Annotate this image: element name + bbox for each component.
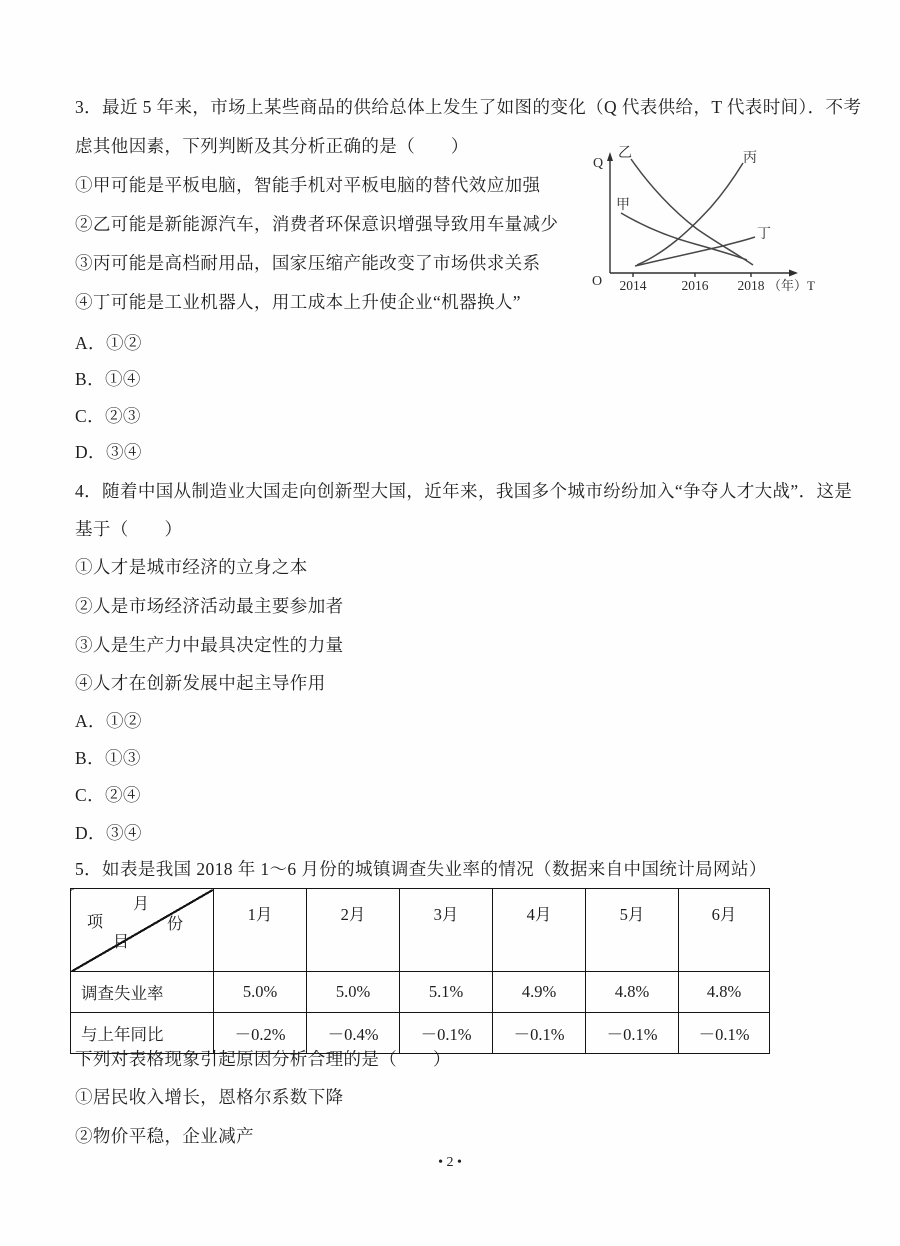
x-tick-2014: 2014	[619, 278, 647, 293]
column-header-jun: 6月	[679, 889, 770, 972]
cell-rate-mar: 5.1%	[400, 972, 493, 1013]
unemployment-rate-table	[70, 888, 770, 1054]
x-tick-2018: 2018	[737, 278, 765, 293]
q3-option-d: D．③④	[75, 442, 142, 462]
q4-option-a: A．①②	[75, 711, 142, 731]
q4-stem-line2: 基于（ ）	[75, 519, 183, 539]
q4-option-c: C．②④	[75, 785, 141, 805]
cell-yoy-may: －0.1%	[586, 1013, 679, 1054]
q3-supply-time-chart	[585, 143, 897, 301]
q5-item-2: ②物价平稳，企业减产	[75, 1126, 254, 1146]
y-axis-arrow-icon	[607, 152, 613, 161]
cell-rate-jun: 4.8%	[679, 972, 770, 1013]
column-header-mar: 3月	[400, 889, 493, 972]
q5-intro: 5．如表是我国 2018 年 1～6 月份的城镇调查失业率的情况（数据来自中国统计局网站）	[75, 859, 767, 879]
q3-item-3: ③丙可能是高档耐用品，国家压缩产能改变了市场供求关系	[75, 253, 541, 273]
q4-item-1: ①人才是城市经济的立身之本	[75, 557, 308, 577]
table-row-survey-rate	[71, 972, 770, 1013]
curve-label-ding: 丁	[757, 227, 771, 242]
corner-label-month-char2: 份	[167, 916, 184, 933]
cell-yoy-feb: －0.4%	[307, 1013, 400, 1054]
row-label-yoy-change: 与上年同比	[71, 1013, 214, 1054]
curve-label-bing: 丙	[743, 151, 757, 166]
curve-label-jia: 甲	[616, 198, 630, 213]
curve-jia	[621, 213, 747, 260]
q3-stem-line1: 3．最近 5 年来，市场上某些商品的供给总体上发生了如图的变化（Q 代表供给，T 代表时间）．不考	[75, 97, 862, 117]
q4-item-4: ④人才在创新发展中起主导作用	[75, 673, 326, 693]
q5-question: 下列对表格现象引起原因分析合理的是（ ）	[75, 1049, 451, 1069]
x-axis-unit-label: （年）T	[768, 278, 815, 293]
cell-yoy-apr: －0.1%	[493, 1013, 586, 1054]
q4-stem-line1: 4．随着中国从制造业大国走向创新型大国，近年来，我国多个城市纷纷加入“争夺人才大战”．这是	[75, 481, 853, 501]
cell-rate-jan: 5.0%	[214, 972, 307, 1013]
q5-item-1: ①居民收入增长，恩格尔系数下降	[75, 1087, 344, 1107]
q3-option-b: B．①④	[75, 369, 141, 389]
corner-label-month-char1: 月	[133, 896, 150, 913]
cell-rate-apr: 4.9%	[493, 972, 586, 1013]
curve-label-yi: 乙	[618, 146, 632, 161]
q3-option-a: A．①②	[75, 333, 142, 353]
cell-yoy-mar: －0.1%	[400, 1013, 493, 1054]
curve-ding	[635, 237, 755, 266]
q4-option-b: B．①③	[75, 748, 141, 768]
page-number: • 2 •	[438, 1155, 462, 1170]
q4-item-3: ③人是生产力中最具决定性的力量	[75, 635, 344, 655]
cell-rate-may: 4.8%	[586, 972, 679, 1013]
q3-item-1: ①甲可能是平板电脑，智能手机对平板电脑的替代效应加强	[75, 175, 541, 195]
y-axis-label: Q	[593, 156, 604, 171]
table-header-row	[71, 889, 770, 972]
q3-stem-line2: 虑其他因素，下列判断及其分析正确的是（ ）	[75, 136, 469, 156]
corner-label-item-char2: 目	[113, 934, 130, 951]
cell-rate-feb: 5.0%	[307, 972, 400, 1013]
table-corner-cell	[71, 889, 214, 972]
column-header-jan: 1月	[214, 889, 307, 972]
origin-label: O	[592, 274, 603, 289]
cell-yoy-jan: －0.2%	[214, 1013, 307, 1054]
corner-label-item-char1: 项	[87, 914, 104, 931]
q3-item-2: ②乙可能是新能源汽车，消费者环保意识增强导致用车量减少	[75, 214, 559, 234]
supply-time-chart-svg	[585, 143, 897, 301]
q4-option-d: D．③④	[75, 823, 142, 843]
x-tick-2016: 2016	[681, 278, 709, 293]
column-header-apr: 4月	[493, 889, 586, 972]
curve-bing	[637, 163, 743, 265]
cell-yoy-jun: －0.1%	[679, 1013, 770, 1054]
q3-option-c: C．②③	[75, 406, 141, 426]
row-label-survey-rate: 调查失业率	[71, 972, 214, 1013]
q3-item-4: ④丁可能是工业机器人，用工成本上升使企业“机器换人”	[75, 292, 521, 312]
q4-item-2: ②人是市场经济活动最主要参加者	[75, 596, 344, 616]
x-axis-arrow-icon	[789, 270, 798, 277]
column-header-may: 5月	[586, 889, 679, 972]
column-header-feb: 2月	[307, 889, 400, 972]
